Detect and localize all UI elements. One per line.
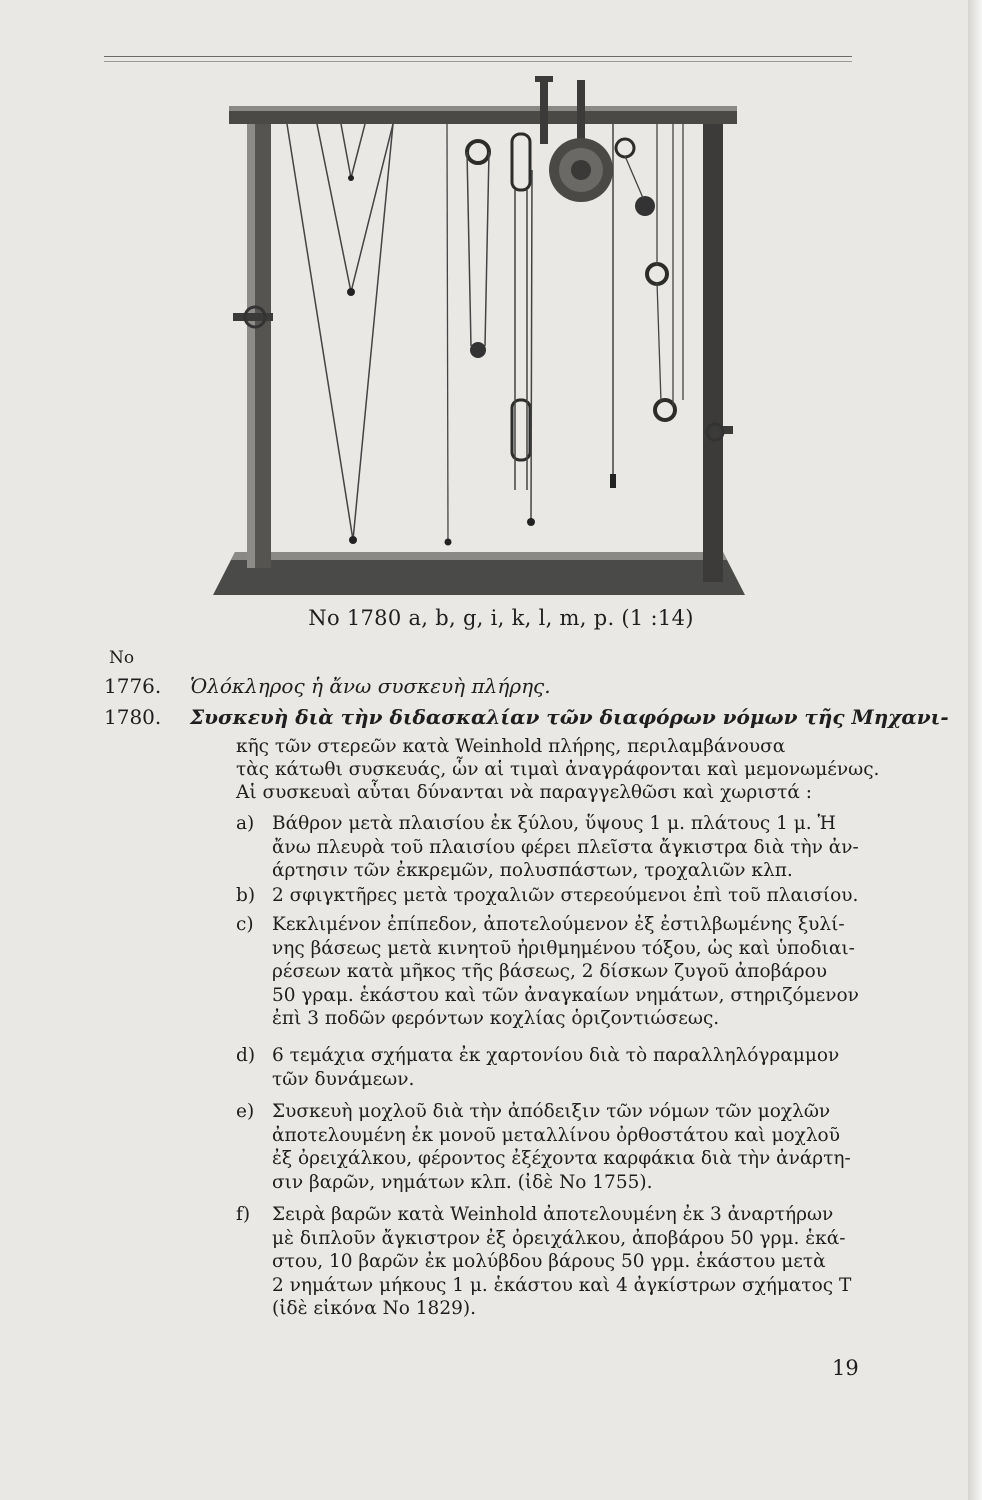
item-line: ἀποτελουμένη ἐκ μονοῦ μεταλλίνου ὀρθοστάτου καὶ μοχλοῦ xyxy=(272,1124,840,1146)
item-marker: e) xyxy=(236,1101,255,1122)
item-e xyxy=(236,1100,860,1194)
item-line: ρέσεων κατὰ μῆκος τῆς βάσεως, 2 δίσκων ζυγοῦ ἀποβάρου xyxy=(272,961,828,982)
figure-caption: No 1780 a, b, g, i, k, l, m, p. (1 :14) xyxy=(308,606,694,630)
item-line: 50 γραμ. ἑκάστου καὶ τῶν ἀναγκαίων νημάτων, στηριζόμενον xyxy=(272,984,859,1006)
item-line: ἄνω πλευρὰ τοῦ πλαισίου φέρει πλεῖστα ἄγκιστρα διὰ τὴν ἀν- xyxy=(272,836,859,858)
item-line: Κεκλιμένον ἐπίπεδον, ἀποτελούμενον ἐξ ἐστιλβωμένης ξυλί- xyxy=(272,914,845,935)
item-b xyxy=(236,884,860,908)
entry-number-1776: 1776. xyxy=(104,674,162,698)
item-line: 6 τεμάχια σχήματα ἐκ χαρτονίου διὰ τὸ παραλληλόγραμμον xyxy=(272,1045,840,1066)
item-marker: b) xyxy=(236,885,256,906)
item-marker: d) xyxy=(236,1045,256,1066)
pulley-frame-apparatus-illustration xyxy=(205,70,755,605)
entry-title-1780: Συσκευὴ διὰ τὴν διδασκαλίαν τῶν διαφόρων νόμων τῆς Μηχανι- xyxy=(190,705,949,729)
item-f xyxy=(236,1203,860,1321)
page-edge xyxy=(968,0,982,1500)
item-marker: f) xyxy=(236,1204,251,1225)
number-column-label: No xyxy=(109,648,135,668)
item-line: Συσκευὴ μοχλοῦ διὰ τὴν ἀπόδειξιν τῶν νόμων τῶν μοχλῶν xyxy=(272,1101,831,1122)
item-line: νης βάσεως μετὰ κινητοῦ ἠριθμημένου τόξου, ὡς καὶ ὑποδιαι- xyxy=(272,937,855,959)
item-line: 2 σφιγκτῆρες μετὰ τροχαλιῶν στερεούμενοι ἐπὶ τοῦ πλαισίου. xyxy=(272,885,859,906)
item-line: Σειρὰ βαρῶν κατὰ Weinhold ἀποτελουμένη ἐκ 3 ἀναρτήρων xyxy=(272,1204,834,1225)
item-line: σιν βαρῶν, νημάτων κλπ. (ἰδὲ Νο 1755). xyxy=(272,1171,653,1193)
item-line: ἐξ ὀρειχάλκου, φέροντος ἐξέχοντα καρφάκια διὰ τὴν ἀνάρτη- xyxy=(272,1148,851,1169)
item-line: Βάθρον μετὰ πλαισίου ἐκ ξύλου, ὕψους 1 μ. πλάτους 1 μ. Ἡ xyxy=(272,813,836,834)
entry-number-1780: 1780. xyxy=(104,705,162,729)
intro-line: Αἱ συσκευαὶ αὗται δύνανται νὰ παραγγελθῶσι καὶ χωριστά : xyxy=(236,782,812,803)
item-marker: c) xyxy=(236,914,254,935)
intro-line: κῆς τῶν στερεῶν κατὰ Weinhold πλήρης, περιλαμβάνουσα xyxy=(236,736,786,757)
item-line: 2 νημάτων μήκους 1 μ. ἑκάστου καὶ 4 ἀγκίστρων σχήματος Τ xyxy=(272,1274,852,1296)
item-line: (ἰδὲ εἰκόνα Νο 1829). xyxy=(272,1298,476,1319)
item-line: στου, 10 βαρῶν ἐκ μολύβδου βάρους 50 γρμ. ἑκάστου μετὰ xyxy=(272,1251,826,1272)
item-line: τῶν δυνάμεων. xyxy=(272,1068,415,1090)
page-number: 19 xyxy=(832,1356,859,1380)
entry-1780-intro xyxy=(236,735,880,804)
intro-line: τὰς κάτωθι συσκευάς, ὧν αἱ τιμαὶ ἀναγράφονται καὶ μεμονωμένως. xyxy=(236,759,880,780)
item-c xyxy=(236,913,860,1031)
top-rule xyxy=(104,56,852,62)
entry-title-1776: Ὁλόκληρος ἡ ἄνω συσκευὴ πλήρης. xyxy=(190,674,551,698)
item-line: μὲ διπλοῦν ἄγκιστρον ἐξ ὀρειχάλκου, ἀποβάρου 50 γρμ. ἑκά- xyxy=(272,1227,846,1249)
item-a xyxy=(236,812,860,883)
item-marker: a) xyxy=(236,813,255,834)
item-line: ἐπὶ 3 ποδῶν φερόντων κοχλίας ὁριζοντιώσεως. xyxy=(272,1008,720,1029)
apparatus-figure xyxy=(205,70,755,605)
item-d xyxy=(236,1044,860,1091)
item-line: άρτησιν τῶν ἐκκρεμῶν, πολυσπάστων, τροχαλιῶν κλπ. xyxy=(272,860,793,881)
